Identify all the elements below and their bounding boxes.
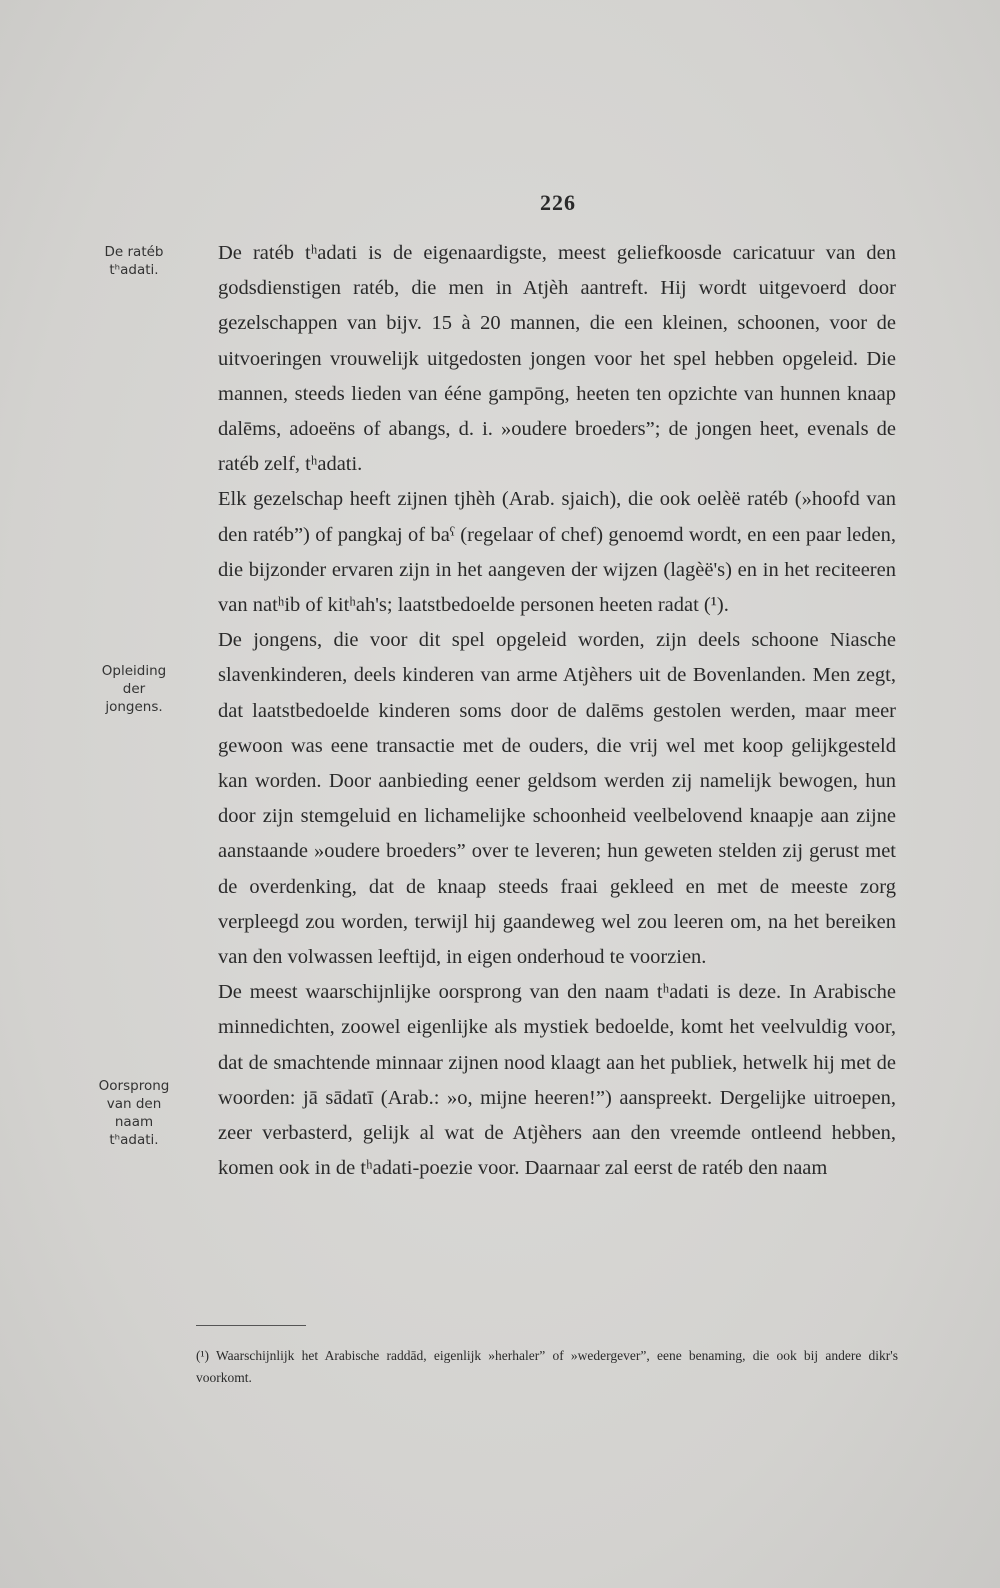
margin-note-line: De ratéb (104, 244, 164, 260)
margin-note-line: Opleiding (101, 663, 167, 679)
margin-note-line: der (122, 681, 146, 697)
margin-note-rateb (84, 243, 184, 279)
margin-note-line: van den (106, 1096, 162, 1112)
margin-note-line: Oorsprong (98, 1078, 170, 1094)
paragraph-oorsprong: De meest waarschijnlijke oorsprong van den naam tʰadati is deze. In Arabische minnedichten, zoowel eigenlijke als mystiek bedoelde, komt het veelvuldig voor, dat de smachtende minnaar zijnen nood klaagt aan het publiek, hetwelk hij met de woorden: jā sādatī (Arab.: »o, mijne heeren!”) aanspreekt. Dergelijke uitroepen, zeer verbasterd, gelijk al wat de Atjèhers aan den vreemde ontleend hebben, komen ook in de tʰadati-poezie voor. Daarnaar zal eerst de ratéb den naam (218, 981, 896, 1180)
margin-note-line: naam (114, 1114, 154, 1130)
page-number: 226 (540, 190, 576, 215)
margin-note-line: tʰadati. (109, 262, 159, 278)
margin-note-opleiding (84, 662, 184, 716)
body-text (196, 236, 896, 1186)
margin-note-line: tʰadati. (109, 1132, 159, 1148)
margin-note-line: jongens. (105, 699, 163, 715)
paragraph-opleiding: De jongens, die voor dit spel opgeleid worden, zijn deels schoone Niasche slavenkinderen, deels kinderen van arme Atjèhers uit de Bovenlanden. Men zegt, dat laatstbedoelde kinderen soms door de dalēms gestolen werden, maar meer gewoon was eene transactie met de ouders, die vrij wel met koop gelijkgesteld kan worden. Door aanbieding eener geldsom werden zij namelijk bewogen, hun door zijn stemgeluid en lichamelijke schoonheid veelbelovend knaapje aan zijne aanstaande »oudere broeders” over te leveren; hun geweten stelden zij gerust met de overdenking, dat de knaap steeds fraai gekleed en met de meeste zorg verpleegd zou worden, terwijl hij gaandeweg wel zou leeren om, na het bereiken van den volwassen leeftijd, in eigen onderhoud te voorzien. (218, 629, 896, 969)
footnote: (¹) Waarschijnlijk het Arabische raddād, eigenlijk »herhaler” of »wedergever”, eene benaming, die ook bij andere dikr's voorkomt. (196, 1348, 898, 1385)
margin-note-oorsprong (84, 1077, 184, 1149)
footnote-divider (196, 1325, 306, 1326)
paragraph-rateb: De ratéb tʰadati is de eigenaardigste, meest geliefkoosde caricatuur van den godsdienstigen ratéb, die men in Atjèh aantreft. Hij wordt uitgevoerd door gezelschappen van bijv. 15 à 20 mannen, die een kleinen, schoonen, voor de uitvoeringen vrouwelijk uitgedosten jongen voor het spel hebben opgeleid. Die mannen, steeds lieden van ééne gampōng, heeten ten opzichte van hunnen knaap dalēms, adoeëns of abangs, d. i. »oudere broeders”; de jongen heet, evenals de ratéb zelf, tʰadati. (218, 242, 896, 476)
paragraph-gezelschap: Elk gezelschap heeft zijnen tjhèh (Arab. sjaich), die ook oelèë ratéb (»hoofd van den ratéb”) of pangkaj of baˤ (regelaar of chef) genoemd wordt, en een paar leden, die bijzonder ervaren zijn in het aangeven der wijzen (lagèë's) en in het reciteeren van natʰib of kitʰah's; laatstbedoelde personen heeten radat (¹). (218, 488, 896, 617)
